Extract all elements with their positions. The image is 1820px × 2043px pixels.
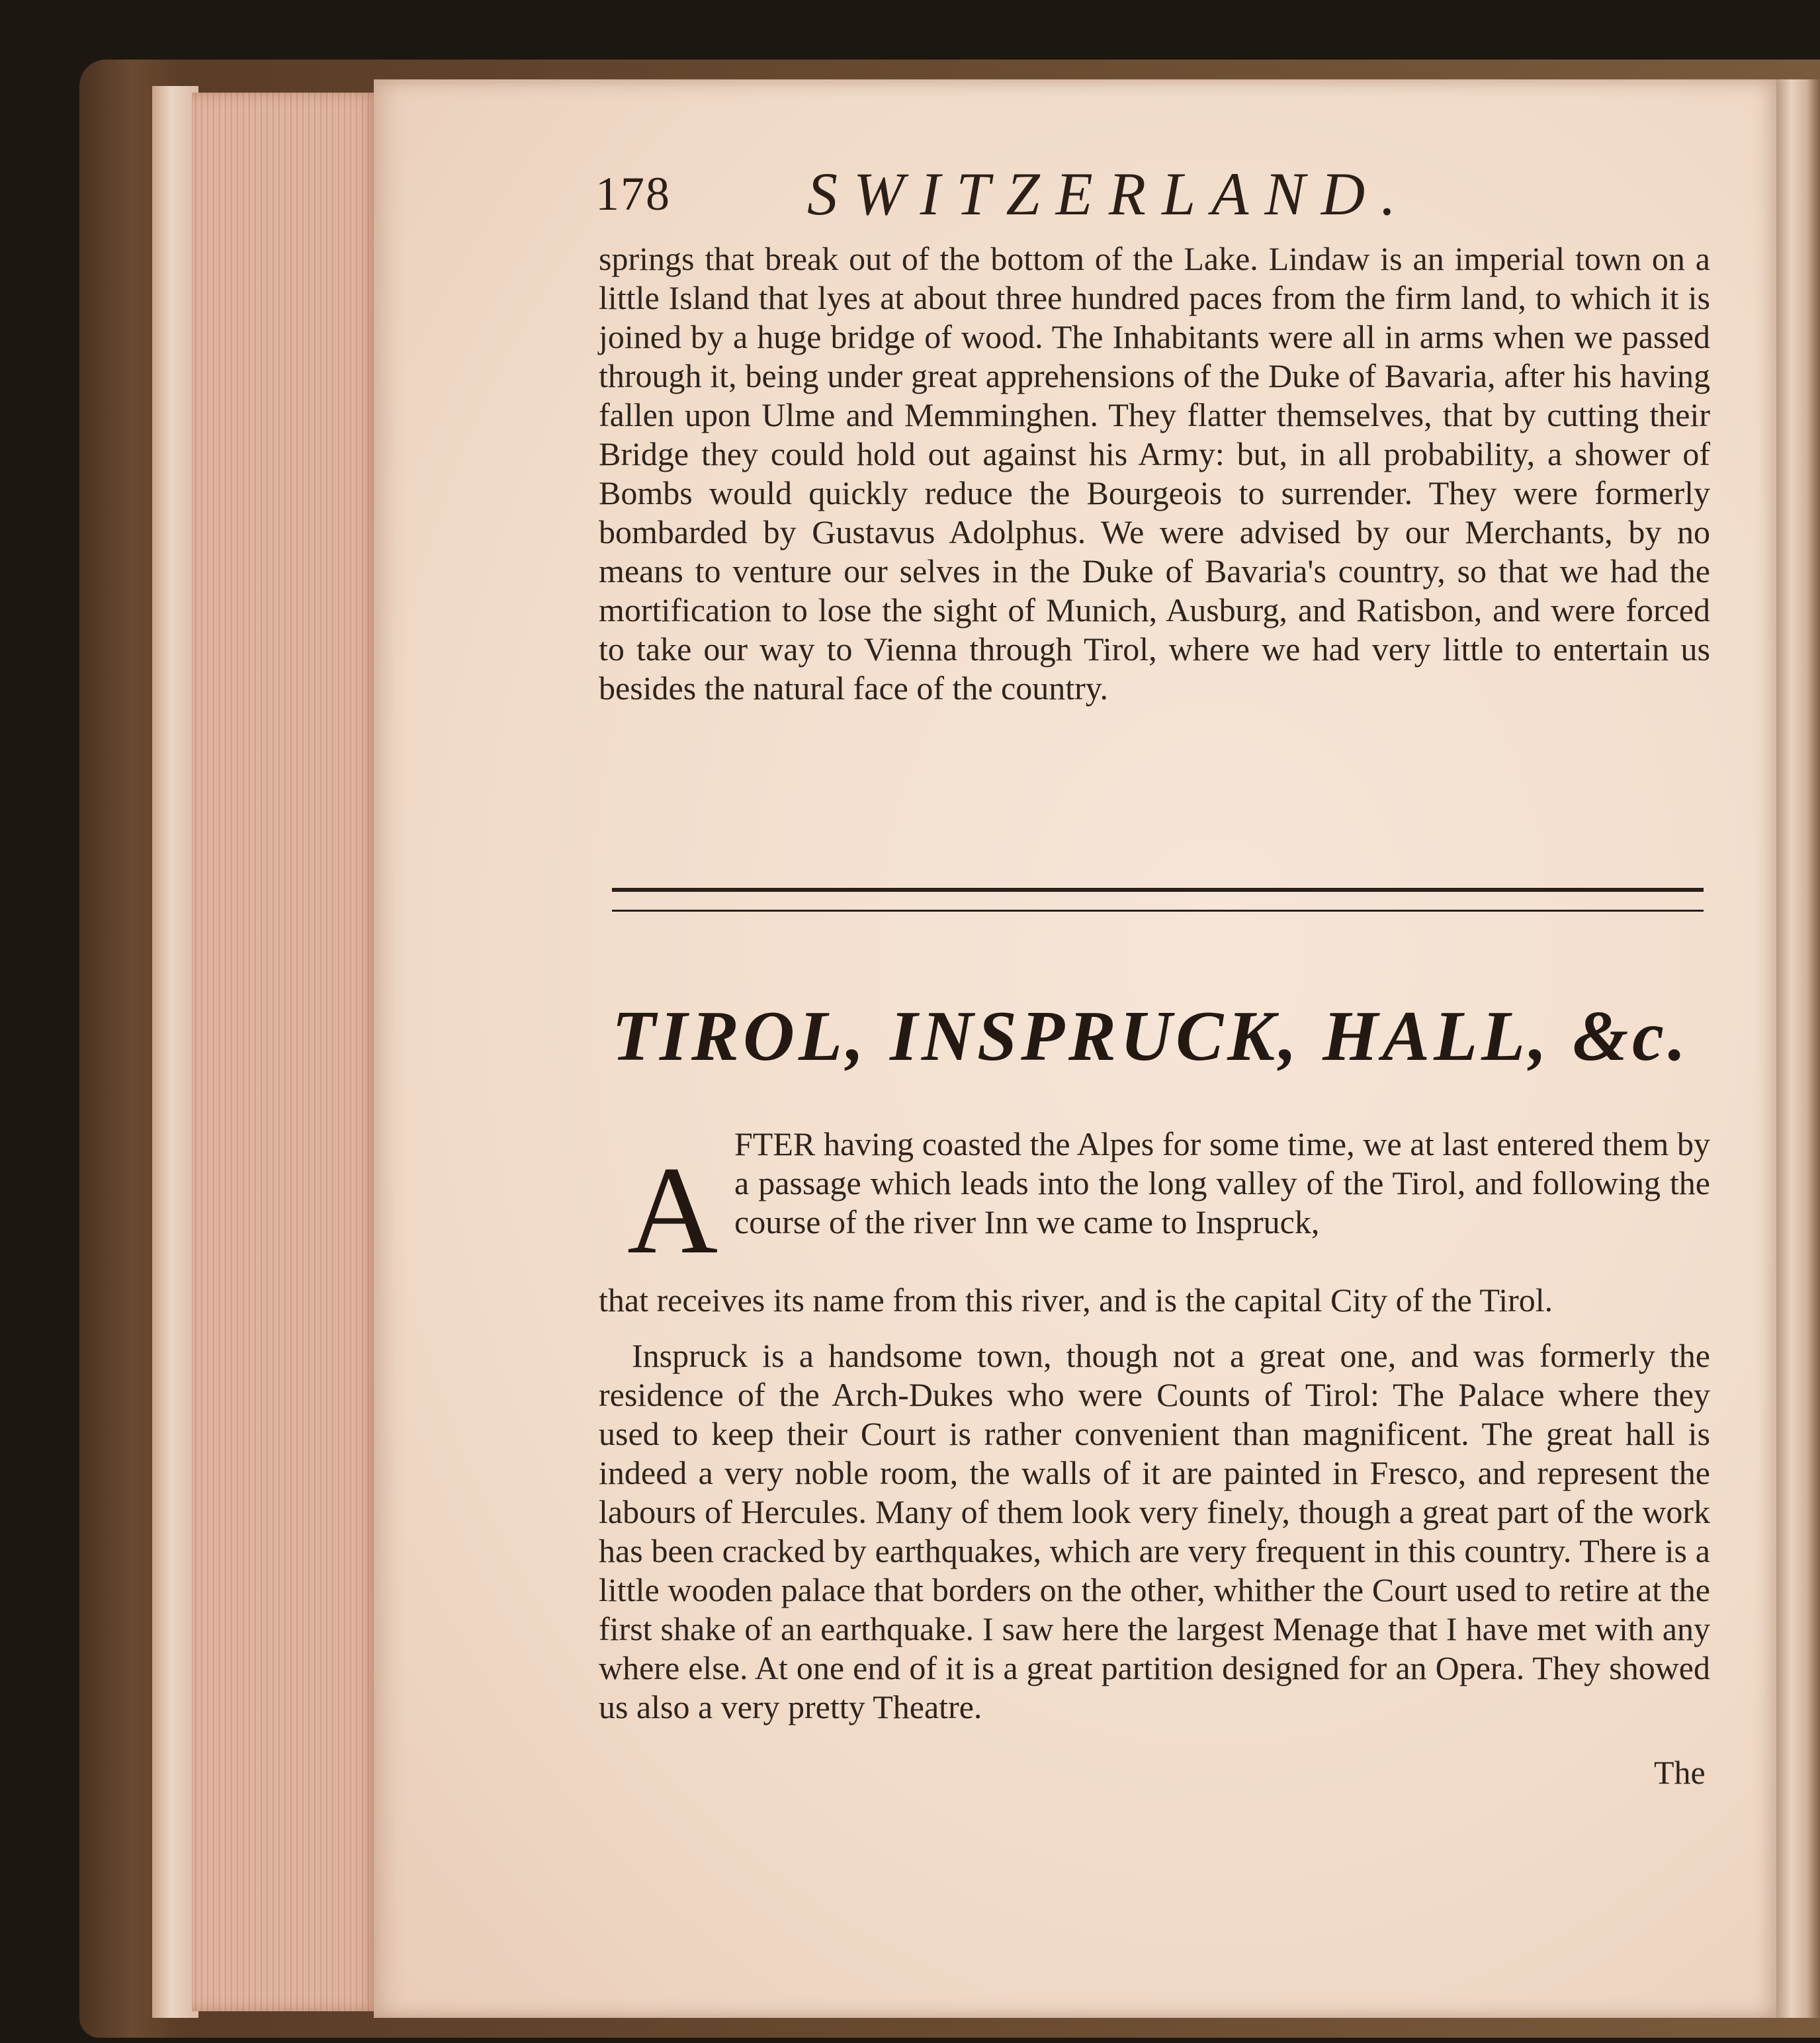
top-paragraph-text: springs that break out of the bottom of the Lake. Lindaw is an imperial town on a little Island that lyes at about three hundred paces from the firm land, to which it is joined by a huge bridge of wood. The Inhabitants were all in arms when we passed through it, being under great apprehensions of the Duke of Bavaria, after his having fallen upon Ulme and Memminghen. They flatter themselves, that by cutting their Bridge they could hold out against his Army: but, in all probability, a shower of Bombs would quickly reduce the Bourgeois to surrender. They were formerly bombarded by Gustavus Adolphus. We were advised by our Merchants, by no means to venture our selves in the Duke of Bavaria's country, so that we had the mortification to lose the sight of Munich, Ausburg, and Ratisbon, and were forced to take our way to Vienna through Tirol, where we had very little to entertain us besides the natural face of the country. — [599, 240, 1710, 707]
top-paragraph — [599, 239, 1710, 789]
drop-cap: A — [627, 1141, 718, 1280]
catchword: The — [1654, 1754, 1706, 1791]
second-paragraph-text: Inspruck is a handsome town, though not a great one, and was formerly the residence of the Arch-Dukes who were Counts of Tirol: The Palace where they used to keep their Court is rather convenient than magnificent. The great hall is indeed a very noble room, the walls of it are painted in Fresco, and represent the labours of Hercules. Many of them look very finely, though a great part of the work has been cracked by earthquakes, which are very frequent in this country. There is a little wooden palace that borders on the other, whither the Court used to retire at the first shake of an earthquake. I saw here the largest Menage that I have met with any where else. At one end of it is a great partition designed for an Opera. They showed us also a very pretty Theatre. — [599, 1337, 1710, 1725]
section-rule-thin — [612, 910, 1704, 912]
section-rule-thick — [612, 888, 1704, 892]
book-gutter — [1776, 79, 1820, 2018]
running-head — [595, 159, 1522, 232]
opening-lines-text: FTER having coasted the Alpes for some time, we at last entered them by a passage which leads into the long valley of the Tirol, and following the course of the river Inn we came to Inspruck, — [734, 1125, 1710, 1240]
section-title: TIROL, INSPRUCK, HALL, &c. — [612, 997, 1690, 1076]
second-paragraph — [599, 1336, 1710, 1766]
opening-rest-text: that receives its name from this river, and is the capital City of the Tirol. — [599, 1282, 1553, 1319]
page-number: 178 — [595, 167, 671, 220]
running-title: SWITZERLAND. — [807, 160, 1412, 228]
page-block-edges — [192, 93, 377, 2011]
